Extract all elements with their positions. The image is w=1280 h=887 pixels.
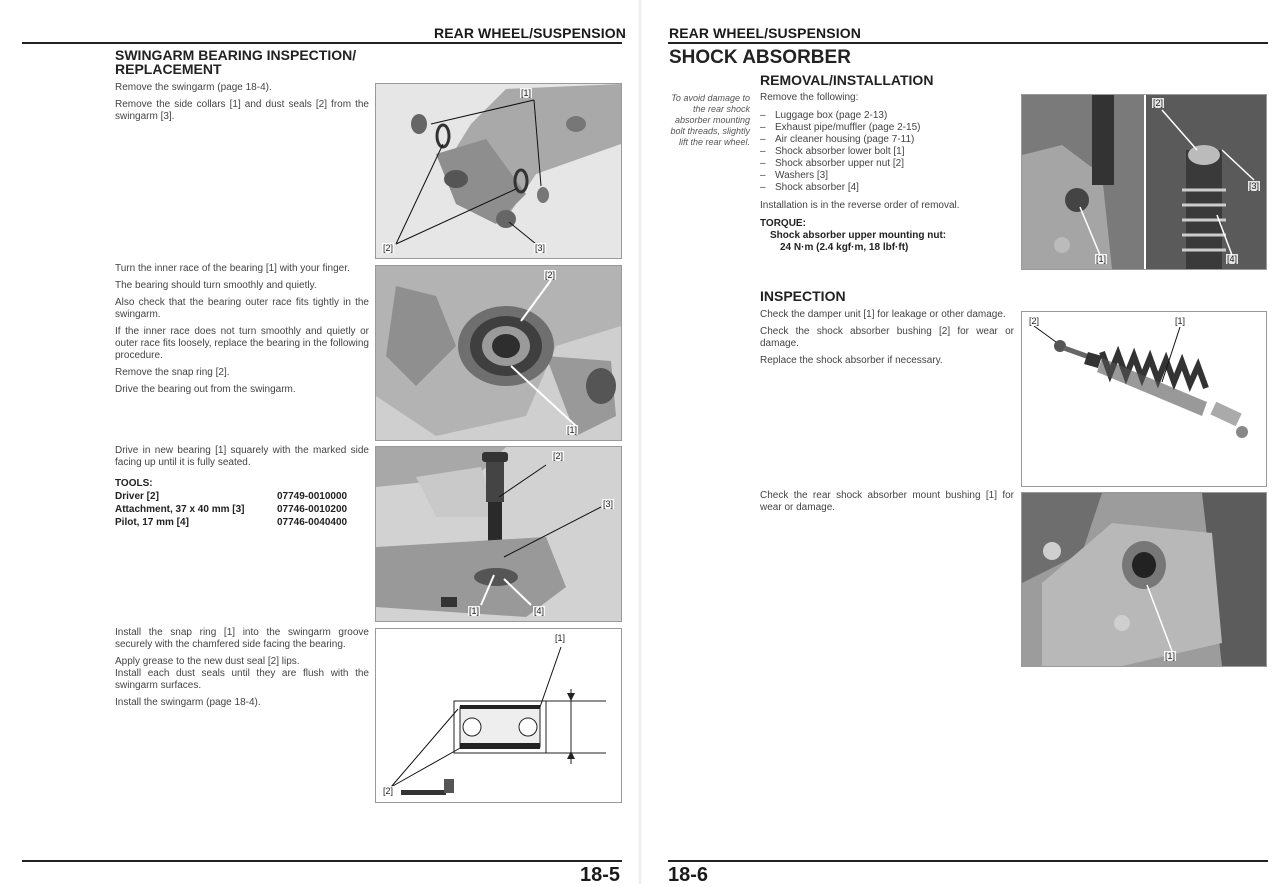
text-block-install-snap-ring: Install the snap ring [1] into the swingarm groove securely with the chamfered side facing the bearing. Apply grease to the new dust seal [2] lips. Install each dust seals until they are flush with the swingarm surfaces. Install the swingarm (page 18-4).	[115, 627, 369, 708]
callout-1: [1]	[1175, 316, 1186, 326]
page-number: 18-6	[668, 864, 709, 886]
text-block-drive-bearing: Drive in new bearing [1] squarely with the marked side facing up until it is fully seated.	[115, 445, 369, 468]
callout-1: [1]	[1096, 254, 1107, 264]
torque-value: 24 N·m (2.4 kgf·m, 18 lbf·ft)	[780, 242, 909, 253]
callout-1: [1]	[521, 88, 532, 98]
figure-seal-cross-section	[375, 628, 622, 803]
page-18-5	[0, 0, 640, 884]
figure-shock-absorber	[1021, 311, 1267, 487]
list-item: – Air cleaner housing (page 7-11)	[760, 134, 1010, 146]
section-title: SHOCK ABSORBER	[669, 47, 851, 68]
figure-bearing-snap-ring	[375, 265, 622, 441]
page-number: 18-5	[580, 864, 621, 886]
running-header: REAR WHEEL/SUSPENSION	[434, 25, 626, 41]
text-block-mount-bushing: Check the rear shock absorber mount bushing [1] for wear or damage.	[760, 490, 1014, 513]
list-item: – Exhaust pipe/muffler (page 2-15)	[760, 122, 1010, 134]
list-item: – Shock absorber upper nut [2]	[760, 158, 1010, 170]
callout-4: [4]	[534, 606, 545, 616]
section-title: SWINGARM BEARING INSPECTION/ REPLACEMENT	[115, 47, 357, 77]
subsection-title-removal: REMOVAL/INSTALLATION	[760, 72, 934, 88]
figure-shock-removal	[1021, 94, 1267, 270]
header-rule	[668, 42, 1268, 44]
callout-3: [3]	[535, 243, 546, 253]
callout-1: [1]	[567, 425, 578, 435]
footer-rule	[22, 860, 622, 862]
callout-2: [2]	[383, 786, 394, 796]
running-header: REAR WHEEL/SUSPENSION	[669, 25, 861, 41]
list-item: – Shock absorber [4]	[760, 182, 1010, 194]
callout-4: [4]	[1227, 254, 1238, 264]
torque-label: TORQUE:	[760, 218, 806, 229]
tools-table	[115, 477, 347, 529]
text-block-swingarm-removal: Remove the swingarm (page 18-4). Remove the side collars [1] and dust seals [2] from the swingarm [3].	[115, 82, 369, 122]
subsection-title-inspection: INSPECTION	[760, 288, 846, 304]
callout-3: [3]	[1249, 181, 1260, 191]
footer-rule	[668, 860, 1268, 862]
removal-list	[760, 110, 1010, 194]
callout-2: [2]	[553, 451, 564, 461]
text-block-removal: Remove the following: – Luggage box (page 2-13) – Exhaust pipe/muffler (page 2-15) – Air cleaner housing (page 7-11) – Shock absorber lower bolt [1] – Shock absorber upper nut [2] – Washers [3] – Shock absorber [4] Installation is in the reverse order of removal. TORQUE: Shock absorber upper mounting nut: 24 N·m (2.4 kgf·m, 18 lbf·ft)	[760, 92, 1010, 254]
callout-2: [2]	[1029, 316, 1040, 326]
side-note: To avoid damage to the rear shock absorber mounting bolt threads, slightly lift the rear wheel.	[670, 93, 750, 147]
figure-side-collars-dust-seals	[375, 83, 622, 259]
torque-item: Shock absorber upper mounting nut:	[770, 230, 947, 241]
header-rule	[22, 42, 622, 44]
callout-3: [3]	[603, 499, 614, 509]
list-item: – Shock absorber lower bolt [1]	[760, 146, 1010, 158]
page-18-6	[640, 0, 1280, 884]
tools-row: Driver [2] 07749-0010000	[115, 491, 348, 502]
callout-2: [2]	[545, 270, 556, 280]
callout-1: [1]	[469, 606, 480, 616]
tools-label: TOOLS:	[115, 478, 153, 489]
figure-driver-tool	[375, 446, 622, 622]
tools-row: Pilot, 17 mm [4] 07746-0040400	[115, 517, 348, 528]
tools-row: Attachment, 37 x 40 mm [3] 07746-0010200	[115, 504, 348, 515]
callout-1: [1]	[555, 633, 566, 643]
list-item: – Washers [3]	[760, 170, 1010, 182]
callout-1: [1]	[1165, 651, 1176, 661]
text-block-bearing-inspection: Turn the inner race of the bearing [1] with your finger. The bearing should turn smoothly and quietly. Also check that the bearing outer race fits tightly in the swingarm. If the inner race does not turn smoothly and quietly or outer race fits loosely, replace the bearing in the following procedure. Remove the snap ring [2]. Drive the bearing out from the swingarm.	[115, 263, 369, 395]
text-block-inspection: Check the damper unit [1] for leakage or other damage. Check the shock absorber bushing [2] for wear or damage. Replace the shock absorber if necessary.	[760, 309, 1014, 366]
list-item: – Luggage box (page 2-13)	[760, 110, 1010, 122]
callout-2: [2]	[383, 243, 394, 253]
figure-mount-bushing	[1021, 492, 1267, 667]
callout-2: [2]	[1153, 98, 1164, 108]
